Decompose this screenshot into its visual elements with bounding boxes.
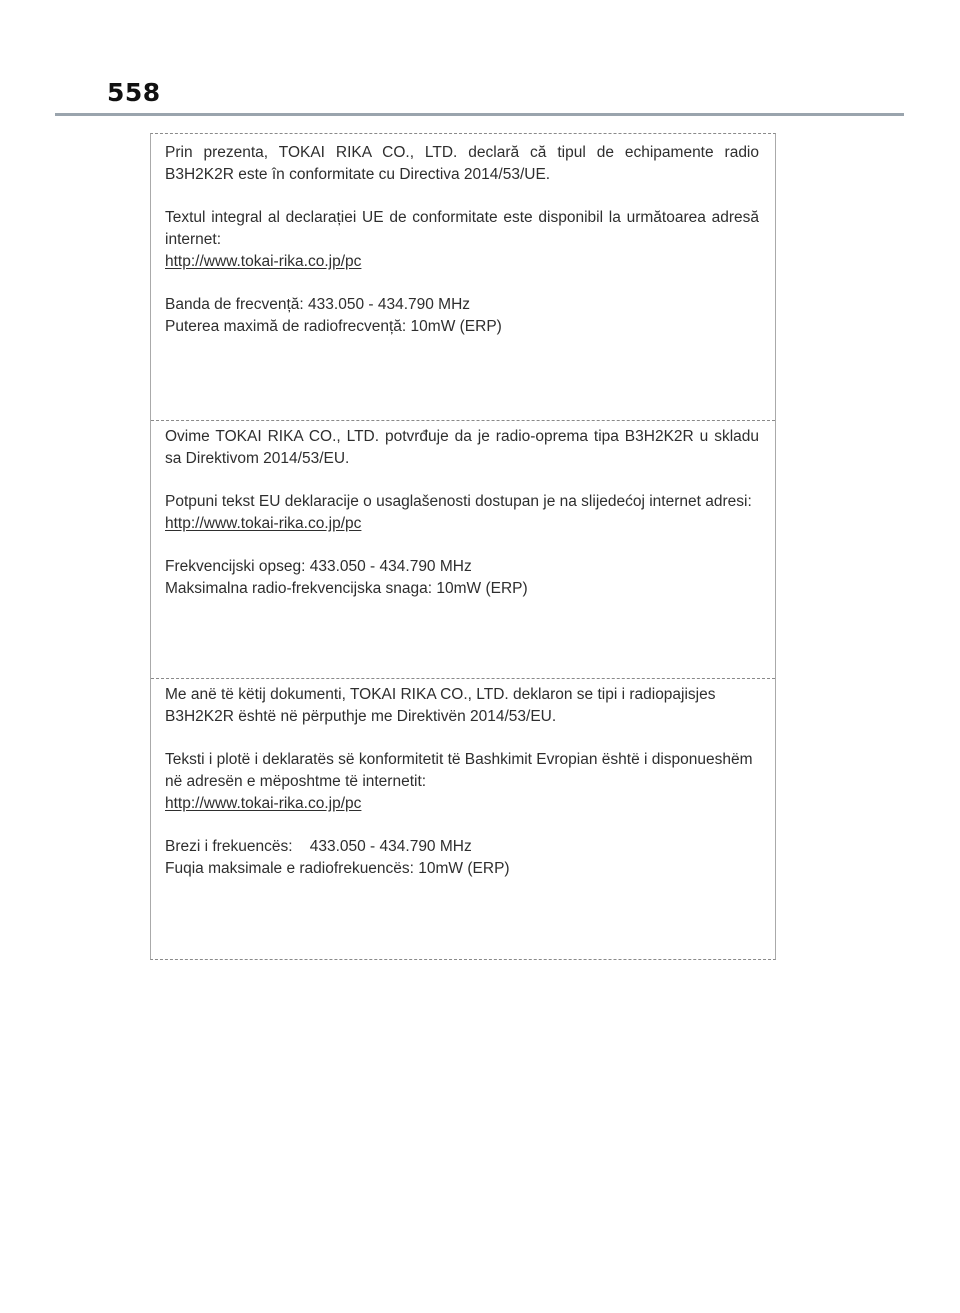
declaration-box — [150, 133, 776, 960]
declaration-section-romanian — [151, 134, 775, 420]
frequency-band: Frekvencijski opseg: 433.050 - 434.790 MHz — [165, 558, 472, 575]
max-power: Puterea maximă de radiofrecvență: 10mW (ERP) — [165, 318, 502, 335]
declaration-url-link[interactable]: http://www.tokai-rika.co.jp/pc — [165, 795, 362, 812]
header-divider — [55, 113, 904, 116]
declaration-statement: Prin prezenta, TOKAI RIKA CO., LTD. declară că tipul de echipamente radio B3H2K2R este în conformitate cu Directiva 2014/53/UE. — [165, 144, 759, 183]
declaration-availability: Textul integral al declarației UE de conformitate este disponibil la următoarea adresă internet: — [165, 209, 759, 248]
page-number: 558 — [107, 78, 161, 107]
declaration-statement: Me anë të këtij dokumenti, TOKAI RIKA CO., LTD. deklaron se tipi i radiopajisjes B3H2K2R është në përputhje me Direktivën 2014/53/EU. — [165, 686, 716, 725]
max-power: Maksimalna radio-frekvencijska snaga: 10mW (ERP) — [165, 580, 528, 597]
frequency-band: Banda de frecvență: 433.050 - 434.790 MHz — [165, 296, 471, 313]
declaration-statement: Ovime TOKAI RIKA CO., LTD. potvrđuje da je radio-oprema tipa B3H2K2R u skladu sa Direktivom 2014/53/EU. — [165, 428, 759, 467]
declaration-section-albanian — [151, 678, 775, 959]
declaration-section-bosnian — [151, 420, 775, 678]
declaration-url-link[interactable]: http://www.tokai-rika.co.jp/pc — [165, 515, 362, 532]
max-power: Fuqia maksimale e radiofrekuencës: 10mW (ERP) — [165, 860, 510, 877]
declaration-url-link[interactable]: http://www.tokai-rika.co.jp/pc — [165, 253, 362, 270]
declaration-availability: Potpuni tekst EU deklaracije o usaglašenosti dostupan je na slijedećoj internet adresi: — [165, 493, 752, 510]
frequency-band: Brezi i frekuencës: 433.050 - 434.790 MHz — [165, 838, 472, 855]
declaration-availability: Teksti i plotë i deklaratës së konformitetit të Bashkimit Evropian është i disponueshëm në adresën e mëposhtme të internetit: — [165, 751, 753, 790]
